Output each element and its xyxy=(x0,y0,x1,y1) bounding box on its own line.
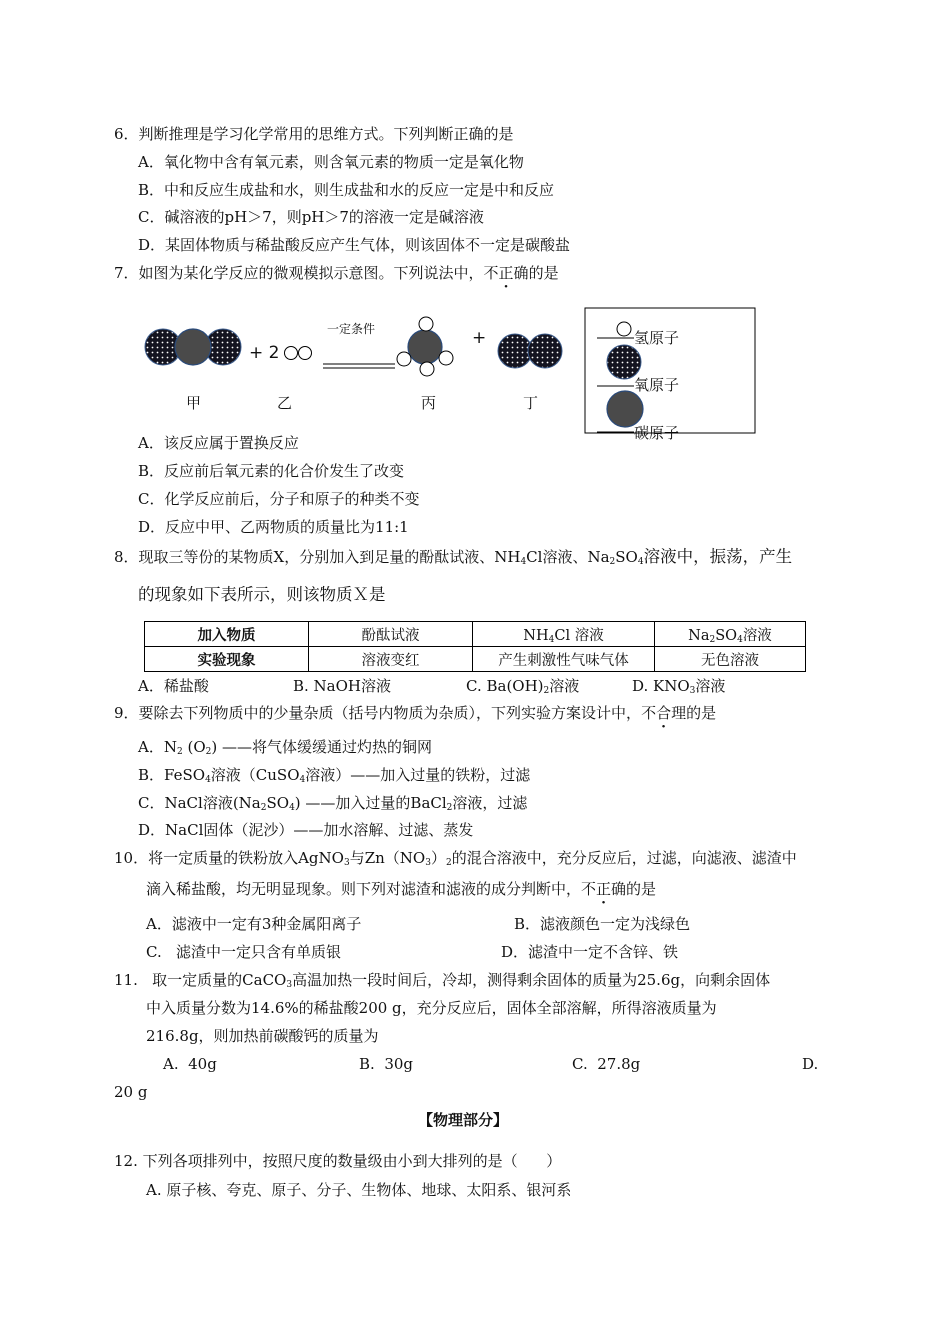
stem-tail: 的是 xyxy=(626,880,657,898)
q8-sub: 2 xyxy=(609,557,616,567)
hydrogen-atom-icon xyxy=(617,322,631,336)
opt-text: ) ——将气体缓缓通过灼热的铜网 xyxy=(211,738,432,756)
stem-sub: 3 xyxy=(286,980,293,990)
stem-text: 11. 取一定质量的CaCO xyxy=(114,971,287,989)
q8-stem-part1: 8．现取三等份的某物质X，分别加入到足量的酚酞试液、NH xyxy=(114,548,521,566)
q8-table xyxy=(144,621,806,672)
opt-sub: 4 xyxy=(289,803,295,813)
cell-sub: 4 xyxy=(548,634,555,645)
opt-text: D. KNO xyxy=(632,677,690,695)
stem-text: ） xyxy=(430,849,446,867)
q8-sub: 4 xyxy=(637,557,644,567)
opt-text: 溶液 xyxy=(695,677,726,695)
opt-text: C. Ba(OH) xyxy=(466,677,544,695)
q9-stem-emphasis: 不合理 xyxy=(641,704,687,722)
q7-option-d: D．反应中甲、乙两物质的质量比为11:1 xyxy=(138,518,409,536)
label-yi: 乙 xyxy=(277,394,293,412)
opt-text: SO xyxy=(266,794,290,812)
opt-sub: 3 xyxy=(689,686,696,696)
q9-stem-tail: 的是 xyxy=(686,704,717,722)
cell-text: Cl 溶液 xyxy=(554,627,604,644)
label-bing: 丙 xyxy=(421,394,437,412)
legend-carbon: 碳原子 xyxy=(634,424,680,442)
q11-option-d: D. xyxy=(802,1055,819,1073)
q9-stem-text: 9．要除去下列物质中的少量杂质（括号内物质为杂质），下列实验方案设计中， xyxy=(114,704,642,722)
opt-sub: 2 xyxy=(205,747,212,757)
table-cell: 酚酞试液 xyxy=(309,622,473,647)
opt-text: A．N xyxy=(138,738,177,756)
q10-option-b: B．滤液颜色一定为浅绿色 xyxy=(514,915,691,933)
opt-text: ) ——加入过量的BaCl xyxy=(294,794,447,812)
q8-option-a: A．稀盐酸 xyxy=(138,677,209,695)
label-jia: 甲 xyxy=(186,394,202,412)
cell-text: SO xyxy=(715,627,738,644)
opt-sub: 4 xyxy=(205,775,211,785)
q8-option-c xyxy=(466,676,579,696)
q11-stem-line3: 216.8g，则加热前碳酸钙的质量为 xyxy=(146,1027,379,1045)
opt-text: (O xyxy=(182,738,206,756)
stem-text: 滴入稀盐酸，均无明显现象。则下列对滤渣和滤液的成分判断中， xyxy=(146,880,582,898)
opt-sub: 2 xyxy=(260,803,267,813)
molecule-jia xyxy=(145,329,241,365)
q8-stem-part4: 溶液中，振荡，产生 xyxy=(643,547,793,566)
q6-option-c: C．碱溶液的pH＞7，则pH＞7的溶液一定是碱溶液 xyxy=(138,208,484,226)
table-cell xyxy=(655,622,806,647)
q10-stem-emphasis: 不正确 xyxy=(581,880,627,898)
opt-sub: 2 xyxy=(176,747,183,757)
stem-text: 与Zn（NO xyxy=(349,849,426,867)
q11-option-b: B. 30g xyxy=(359,1055,414,1073)
q6-stem: 6．判断推理是学习化学常用的思维方式。下列判断正确的是 xyxy=(114,125,514,143)
q7-option-c: C．化学反应前后，分子和原子的种类不变 xyxy=(138,490,420,508)
table-row xyxy=(145,622,806,647)
q10-option-a: A．滤液中一定有3种金属阳离子 xyxy=(146,915,362,933)
molecule-bing xyxy=(397,317,453,376)
table-cell: 溶液变红 xyxy=(309,647,473,672)
q8-stem-line1 xyxy=(114,547,792,567)
opt-sub: 4 xyxy=(299,775,306,785)
q7-plus-sign: + xyxy=(472,328,487,348)
q6-option-a: A．氧化物中含有氧元素，则含氧元素的物质一定是氧化物 xyxy=(138,153,524,171)
q7-option-a: A．该反应属于置换反应 xyxy=(138,434,299,452)
stem-sub: 2 xyxy=(445,858,452,868)
label-ding: 丁 xyxy=(523,394,539,412)
stem-sub: 3 xyxy=(343,858,350,868)
q11-stem-line1 xyxy=(114,970,770,990)
q11-stem-line2: 中入质量分数为14.6%的稀盐酸200 g，充分反应后，固体全部溶解，所得溶液质量为 xyxy=(146,999,717,1017)
table-cell xyxy=(473,622,655,647)
legend-oxygen: 氧原子 xyxy=(634,376,680,394)
q10-option-d: D．滤渣中一定不含锌、铁 xyxy=(501,943,679,961)
q10-option-c: C. 滤渣中一定只含有单质银 xyxy=(146,943,342,961)
q10-stem-line2 xyxy=(146,879,656,899)
stem-text: 的混合溶液中，充分反应后，过滤，向滤液、滤渣中 xyxy=(451,849,797,867)
opt-text: 溶液 xyxy=(549,677,580,695)
opt-sub: 2 xyxy=(446,803,453,813)
molecule-yi xyxy=(285,347,312,360)
table-head-phenomenon: 实验现象 xyxy=(145,647,309,672)
table-cell: 无色溶液 xyxy=(655,647,806,672)
cell-sub: 2 xyxy=(709,634,716,645)
stem-sub: 3 xyxy=(425,858,431,868)
q11-option-a: A. 40g xyxy=(163,1055,217,1073)
q12-option-a: A. 原子核、夸克、原子、分子、生物体、地球、太阳系、银河系 xyxy=(146,1181,572,1199)
q8-option-b: B. NaOH溶液 xyxy=(293,677,392,695)
q7-option-b: B．反应前后氧元素的化合价发生了改变 xyxy=(138,462,405,480)
q11-option-d-value: 20 g xyxy=(114,1083,148,1101)
q9-option-a xyxy=(138,737,432,757)
cell-text: NH xyxy=(523,627,549,644)
cell-sub: 4 xyxy=(737,634,743,645)
cell-text: Na xyxy=(688,627,710,644)
table-row xyxy=(145,647,806,672)
q7-coefficient: + 2 xyxy=(249,343,280,363)
stem-text: 10．将一定质量的铁粉放入AgNO xyxy=(114,849,344,867)
q9-option-b xyxy=(138,765,530,785)
opt-text: B．FeSO xyxy=(138,766,206,784)
q9-option-d: D．NaCl固体（泥沙）——加水溶解、过滤、蒸发 xyxy=(138,821,474,839)
q7-stem-text: 7．如图为某化学反应的微观模拟示意图。下列说法中， xyxy=(114,264,484,282)
q8-stem-part3: SO xyxy=(615,548,638,566)
legend-hydrogen: 氢原子 xyxy=(634,329,680,347)
q9-option-c xyxy=(138,793,527,813)
q6-option-d: D．某固体物质与稀盐酸反应产生气体，则该固体不一定是碳酸盐 xyxy=(138,236,571,254)
table-cell: 产生刺激性气味气体 xyxy=(473,647,655,672)
opt-text: 溶液）——加入过量的铁粉，过滤 xyxy=(305,766,531,784)
q8-stem-part2: Cl溶液、Na xyxy=(526,548,610,566)
opt-sub: 2 xyxy=(543,686,550,696)
carbon-atom-icon xyxy=(607,391,643,427)
q7-stem-emphasis: 不正确 xyxy=(483,264,529,282)
oxygen-atom-icon xyxy=(607,345,641,379)
q8-sub: 4 xyxy=(520,557,527,567)
q12-stem: 12. 下列各项排列中，按照尺度的数量级由小到大排列的是（ ） xyxy=(114,1152,562,1170)
table-head-added: 加入物质 xyxy=(145,622,309,647)
q7-stem-tail: 的是 xyxy=(528,264,559,282)
q8-option-d xyxy=(632,676,725,696)
q6-option-b: B．中和反应生成盐和水，则生成盐和水的反应一定是中和反应 xyxy=(138,181,555,199)
q11-option-c: C. 27.8g xyxy=(572,1055,641,1073)
opt-text: 溶液，过滤 xyxy=(452,794,528,812)
q8-stem-line2: 的现象如下表所示，则该物质Ｘ是 xyxy=(138,585,386,604)
opt-text: 溶液（CuSO xyxy=(210,766,300,784)
cell-text: 溶液 xyxy=(742,627,772,644)
stem-text: 高温加热一段时间后，冷却，测得剩余固体的质量为25.6g，向剩余固体 xyxy=(292,971,771,989)
opt-text: C．NaCl溶液(Na xyxy=(138,794,261,812)
molecule-ding xyxy=(498,334,562,368)
section-title-physics: 【物理部分】 xyxy=(418,1111,509,1129)
q7-condition-label: 一定条件 xyxy=(327,322,376,336)
q9-stem xyxy=(114,703,716,723)
q10-stem-line1 xyxy=(114,848,797,868)
